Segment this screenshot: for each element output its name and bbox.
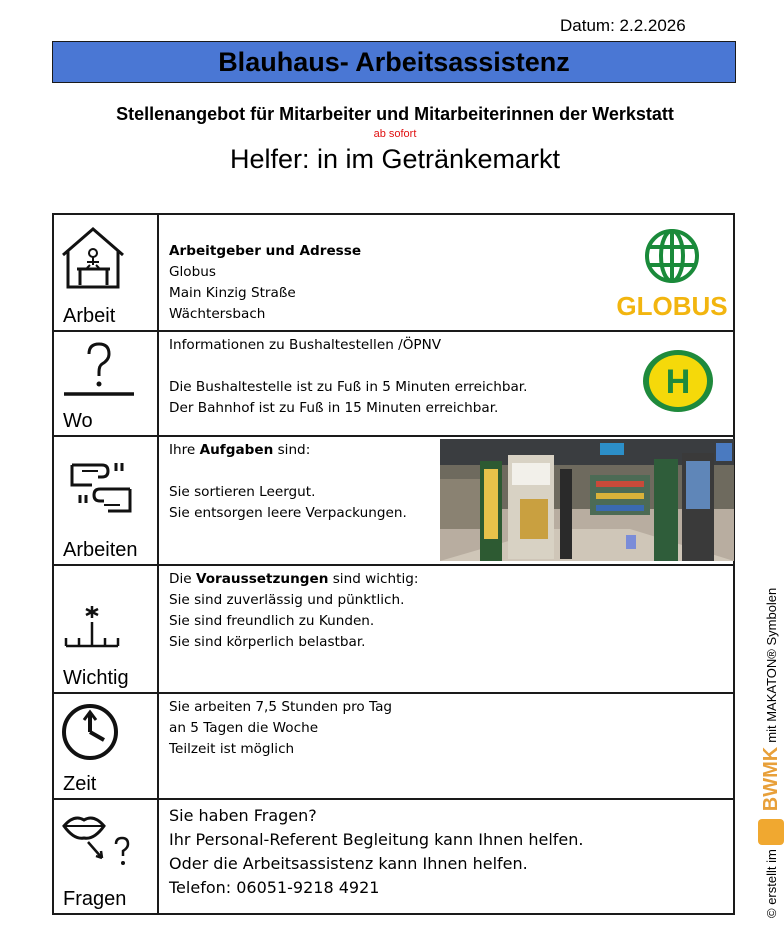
makaton-credit	[758, 588, 784, 918]
icon-cell-arbeit	[54, 215, 159, 330]
employer-name: Globus	[169, 264, 216, 280]
label-arbeit: Arbeit	[63, 305, 116, 327]
subtitle: Stellenangebot für Mitarbeiter und Mitarbeiterinnen der Werkstatt	[116, 104, 674, 124]
contact-phone: Telefon: 06051-9218 4921	[169, 878, 380, 897]
requirement-item: Sie sind körperlich belastbar.	[169, 634, 366, 650]
requirement-item: Sie sind zuverlässig und pünktlich.	[169, 592, 405, 608]
page-banner: Blauhaus- Arbeitsassistenz	[52, 41, 736, 83]
days-per-week: an 5 Tagen die Woche	[169, 720, 319, 736]
row-arbeit	[54, 215, 733, 332]
hands-working-icon	[68, 455, 134, 521]
globus-logo-text: GLOBUS	[616, 291, 728, 321]
store-interior-photo	[440, 439, 734, 561]
row-wo	[54, 332, 733, 437]
credit-suffix: mit MAKATON® Symbolen	[763, 587, 779, 743]
train-station-distance: Der Bahnhof ist zu Fuß in 15 Minuten erreichbar.	[169, 400, 499, 416]
contact-referent: Ihr Personal-Referent Begleitung kann Ihnen helfen.	[169, 830, 584, 849]
question-location-icon	[62, 340, 136, 400]
bwmk-logo-icon	[758, 819, 784, 845]
content-zeit	[159, 694, 733, 798]
tasks-heading: Ihre Aufgaben sind:	[169, 442, 311, 458]
employer-heading: Arbeitgeber und Adresse	[169, 243, 362, 259]
row-zeit	[54, 694, 733, 800]
start-note: ab sofort	[373, 128, 417, 140]
row-wichtig	[54, 566, 733, 694]
transit-info: Informationen zu Bushaltestellen /ÖPNV	[169, 337, 442, 353]
bus-sign-letter: H	[665, 363, 691, 401]
part-time-note: Teilzeit ist möglich	[169, 741, 295, 757]
job-title: Helfer: in im Getränkemarkt	[229, 144, 561, 174]
content-wo	[159, 332, 733, 435]
requirements-heading: Die Voraussetzungen sind wichtig:	[169, 571, 419, 587]
credit-prefix: © erstellt im	[763, 849, 779, 918]
label-arbeiten: Arbeiten	[63, 539, 138, 561]
content-fragen	[159, 800, 733, 913]
questions-mouth-icon	[60, 808, 140, 872]
info-table	[52, 213, 735, 915]
bus-stop-sign-icon	[641, 348, 715, 414]
label-wichtig: Wichtig	[63, 667, 129, 689]
icon-cell-fragen	[54, 800, 159, 913]
task-item: Sie sortieren Leergut.	[169, 484, 316, 500]
row-arbeiten	[54, 437, 733, 566]
contact-assistance: Oder die Arbeitsassistenz kann Ihnen helfen.	[169, 854, 528, 873]
task-item: Sie entsorgen leere Verpackungen.	[169, 505, 407, 521]
label-fragen: Fragen	[63, 888, 127, 910]
icon-cell-wichtig	[54, 566, 159, 692]
employer-street: Main Kinzig Straße	[169, 285, 296, 301]
icon-cell-wo	[54, 332, 159, 435]
credit-brand: BWMK	[759, 746, 782, 812]
clock-icon	[60, 702, 120, 762]
row-fragen	[54, 800, 733, 913]
content-arbeit	[159, 215, 733, 330]
content-wichtig	[159, 566, 733, 692]
questions-prompt: Sie haben Fragen?	[169, 806, 317, 825]
globus-globe-icon	[643, 227, 701, 285]
icon-cell-zeit	[54, 694, 159, 798]
label-wo: Wo	[63, 410, 93, 432]
bus-stop-distance: Die Bushaltestelle ist zu Fuß in 5 Minuten erreichbar.	[169, 379, 528, 395]
icon-cell-arbeiten	[54, 437, 159, 564]
date-label: Datum: 2.2.2026	[560, 16, 686, 35]
workplace-house-icon	[60, 225, 126, 289]
important-star-icon	[62, 600, 122, 652]
label-zeit: Zeit	[63, 773, 97, 795]
requirement-item: Sie sind freundlich zu Kunden.	[169, 613, 375, 629]
hours-per-day: Sie arbeiten 7,5 Stunden pro Tag	[169, 699, 393, 715]
content-arbeiten	[159, 437, 733, 564]
employer-town: Wächtersbach	[169, 306, 266, 322]
